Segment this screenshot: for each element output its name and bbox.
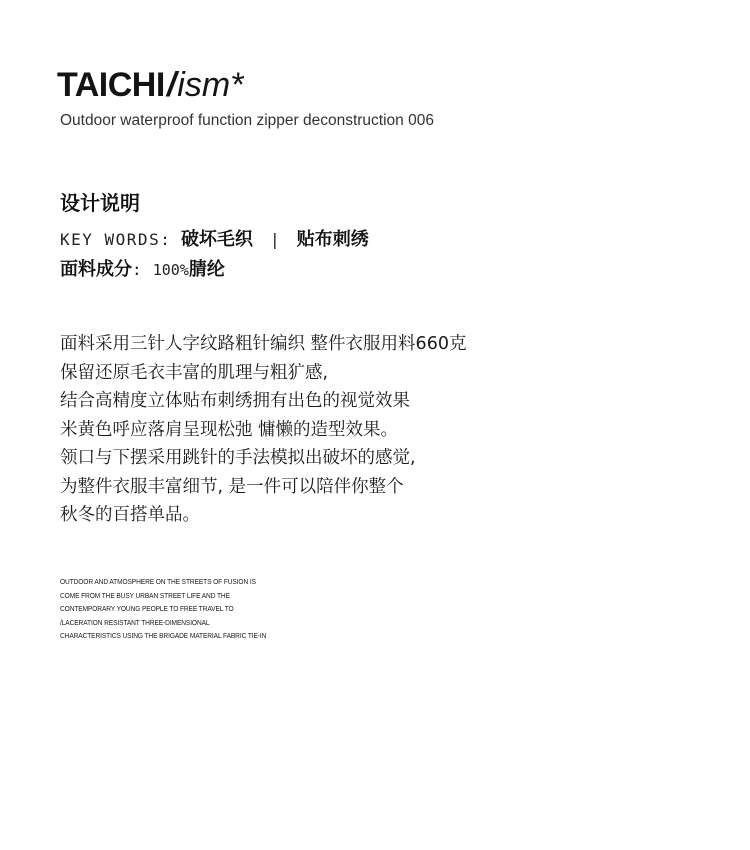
fine-print-block [60, 576, 380, 644]
description-line: 秋冬的百搭单品。 [60, 505, 200, 525]
material-colon: : [132, 260, 142, 279]
brand-tagline: Outdoor waterproof function zipper deconstruction 006 [60, 112, 434, 129]
description-line: 结合高精度立体贴布刺绣拥有出色的视觉效果 [60, 391, 410, 411]
fine-print-line: /LACERATION RESISTANT THREE-DIMENSIONAL [60, 619, 210, 628]
brand-slash: / [166, 66, 177, 104]
description-block [60, 330, 700, 530]
keywords-label: KEY WORDS [60, 230, 161, 249]
material-label: 面料成分 [60, 259, 132, 280]
keyword-separator: | [270, 230, 280, 249]
section-title: 设计说明 [60, 191, 140, 215]
fine-print-line: CONTEMPORARY YOUNG PEOPLE TO FREE TRAVEL TO [60, 605, 234, 614]
keywords-row [60, 225, 369, 251]
keyword-value: 破坏毛织 [180, 229, 253, 250]
brand-logo [57, 68, 243, 102]
description-line: 领口与下摆采用跳针的手法模拟出破坏的感觉, [60, 448, 416, 468]
material-fabric: 腈纶 [188, 259, 225, 280]
fine-print-line: CHARACTERISTICS USING THE BRIGADE MATERIAL FABRIC TIE-IN [60, 632, 267, 641]
description-line: 为整件衣服丰富细节, 是一件可以陪伴你整个 [60, 476, 404, 497]
description-line: 米黄色呼应落肩呈现松弛 慵懒的造型效果。 [60, 419, 399, 440]
fine-print-line: COME FROM THE BUSY URBAN STREET LIFE AND THE [60, 592, 230, 601]
keyword-value: 贴布刺绣 [296, 229, 369, 250]
description-line: 面料采用三针人字纹路粗针编织 整件衣服用料660克 [60, 334, 467, 354]
brand-name: TAICHI [57, 66, 165, 104]
brand-suffix: ism* [177, 66, 244, 104]
material-row [60, 255, 225, 281]
material-percent: 100% [152, 261, 189, 279]
keywords-colon: : [160, 230, 170, 249]
description-line: 保留还原毛衣丰富的肌理与粗犷感, [60, 362, 329, 383]
fine-print-line: OUTDOOR AND ATMOSPHERE ON THE STREETS OF FUSION IS [60, 578, 256, 587]
